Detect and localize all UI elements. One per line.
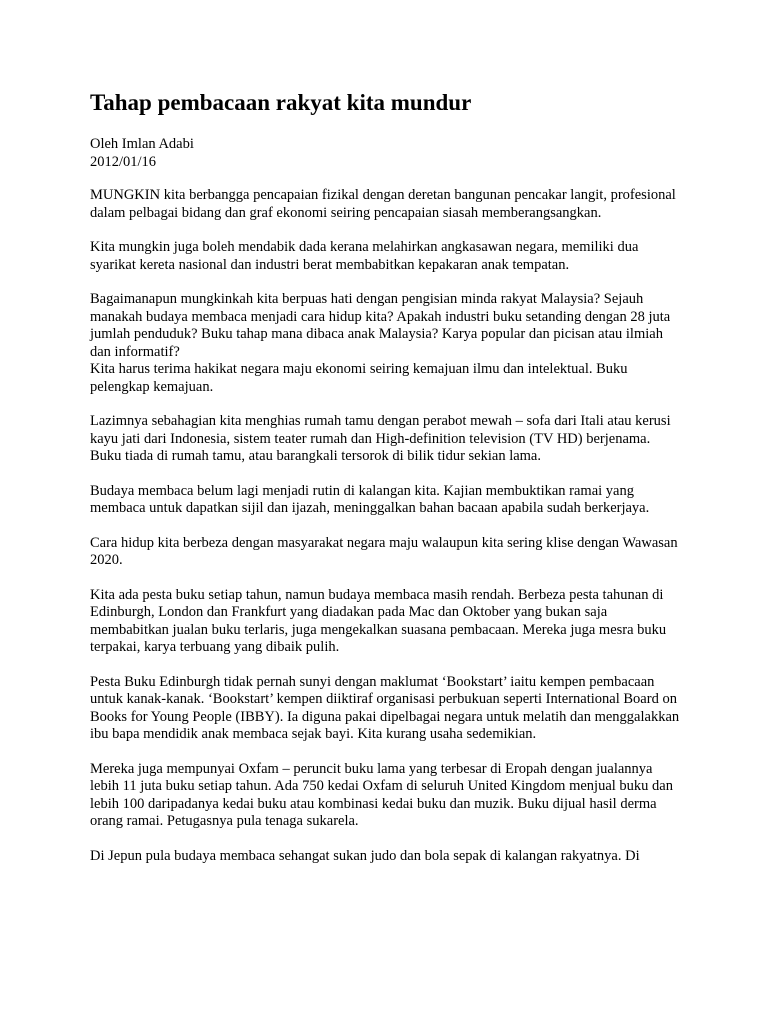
article-title: Tahap pembacaan rakyat kita mundur (90, 90, 472, 115)
article-author: Oleh Imlan Adabi (90, 136, 194, 152)
paragraph: Bagaimanapun mungkinkah kita berpuas hati dengan pengisian minda rakyat Malaysia? Sejauh manakah budaya membaca menjadi cara hidup kita? Apakah industri buku setanding dengan 28 juta jumlah penduduk? Buku tahap mana dibaca anak Malaysia? Karya popular dan picisan atau ilmiah dan informatif? (90, 291, 671, 360)
paragraph: Cara hidup kita berbeza dengan masyarakat negara maju walaupun kita sering klise dengan Wawasan 2020. (90, 534, 678, 568)
article-date: 2012/01/16 (90, 153, 157, 170)
paragraph: Kita ada pesta buku setiap tahun, namun budaya membaca masih rendah. Berbeza pesta tahunan di Edinburgh, London dan Frankfurt yang diadakan pada Mac dan Oktober yang bukan saja membabitkan jualan buku terlaris, juga mengekalkan suasana pembacaan. Mereka juga mesra buku terpakai, karya terbuang yang dibaik pulih. (90, 586, 667, 655)
paragraph: Di Jepun pula budaya membaca sehangat sukan judo dan bola sepak di kalangan rakyatnya. Di (90, 847, 640, 864)
paragraph: Budaya membaca belum lagi menjadi rutin di kalangan kita. Kajian membuktikan ramai yang membaca untuk dapatkan sijil dan ijazah, meninggalkan bahan bacaan apabila sudah berkerjaya. (90, 482, 650, 516)
paragraph: Kita harus terima hakikat negara maju ekonomi seiring kemajuan ilmu dan intelektual. Buku pelengkap kemajuan. (90, 361, 628, 395)
paragraph: MUNGKIN kita berbangga pencapaian fizikal dengan deretan bangunan pencakar langit, profesional dalam pelbagai bidang dan graf ekonomi seiring pencapaian siasah memberangsangkan. (90, 187, 676, 221)
paragraph: Mereka juga mempunyai Oxfam – peruncit buku lama yang terbesar di Eropah dengan jualannya lebih 11 juta buku setiap tahun. Ada 750 kedai Oxfam di seluruh United Kingdom menjual buku dan lebih 100 daripadanya kedai buku atau kombinasi kedai buku dan muzik. Buku dijual hasil derma orang ramai. Petugasnya pula tenaga sukarela. (90, 760, 673, 829)
document-page (90, 88, 680, 882)
paragraph: Kita mungkin juga boleh mendabik dada kerana melahirkan angkasawan negara, memiliki dua syarikat kereta nasional dan industri berat membabitkan kepakaran anak tempatan. (90, 239, 639, 273)
paragraph: Lazimnya sebahagian kita menghias rumah tamu dengan perabot mewah – sofa dari Itali atau kerusi kayu jati dari Indonesia, sistem teater rumah dan High-definition television (TV HD) berjenama. Buku tiada di rumah tamu, atau barangkali tersorok di bilik tidur sekian lama. (90, 413, 671, 464)
paragraph: Pesta Buku Edinburgh tidak pernah sunyi dengan maklumat ‘Bookstart’ iaitu kempen pembacaan untuk kanak-kanak. ‘Bookstart’ kempen diiktiraf organisasi perbukuan seperti International Board on Books for Young People (IBBY). Ia diguna pakai dipelbagai negara untuk melatih dan menggalakkan ibu bapa mendidik anak membaca sejak bayi. Kita kurang usaha sedemikian. (90, 673, 680, 742)
article-meta (90, 136, 680, 171)
